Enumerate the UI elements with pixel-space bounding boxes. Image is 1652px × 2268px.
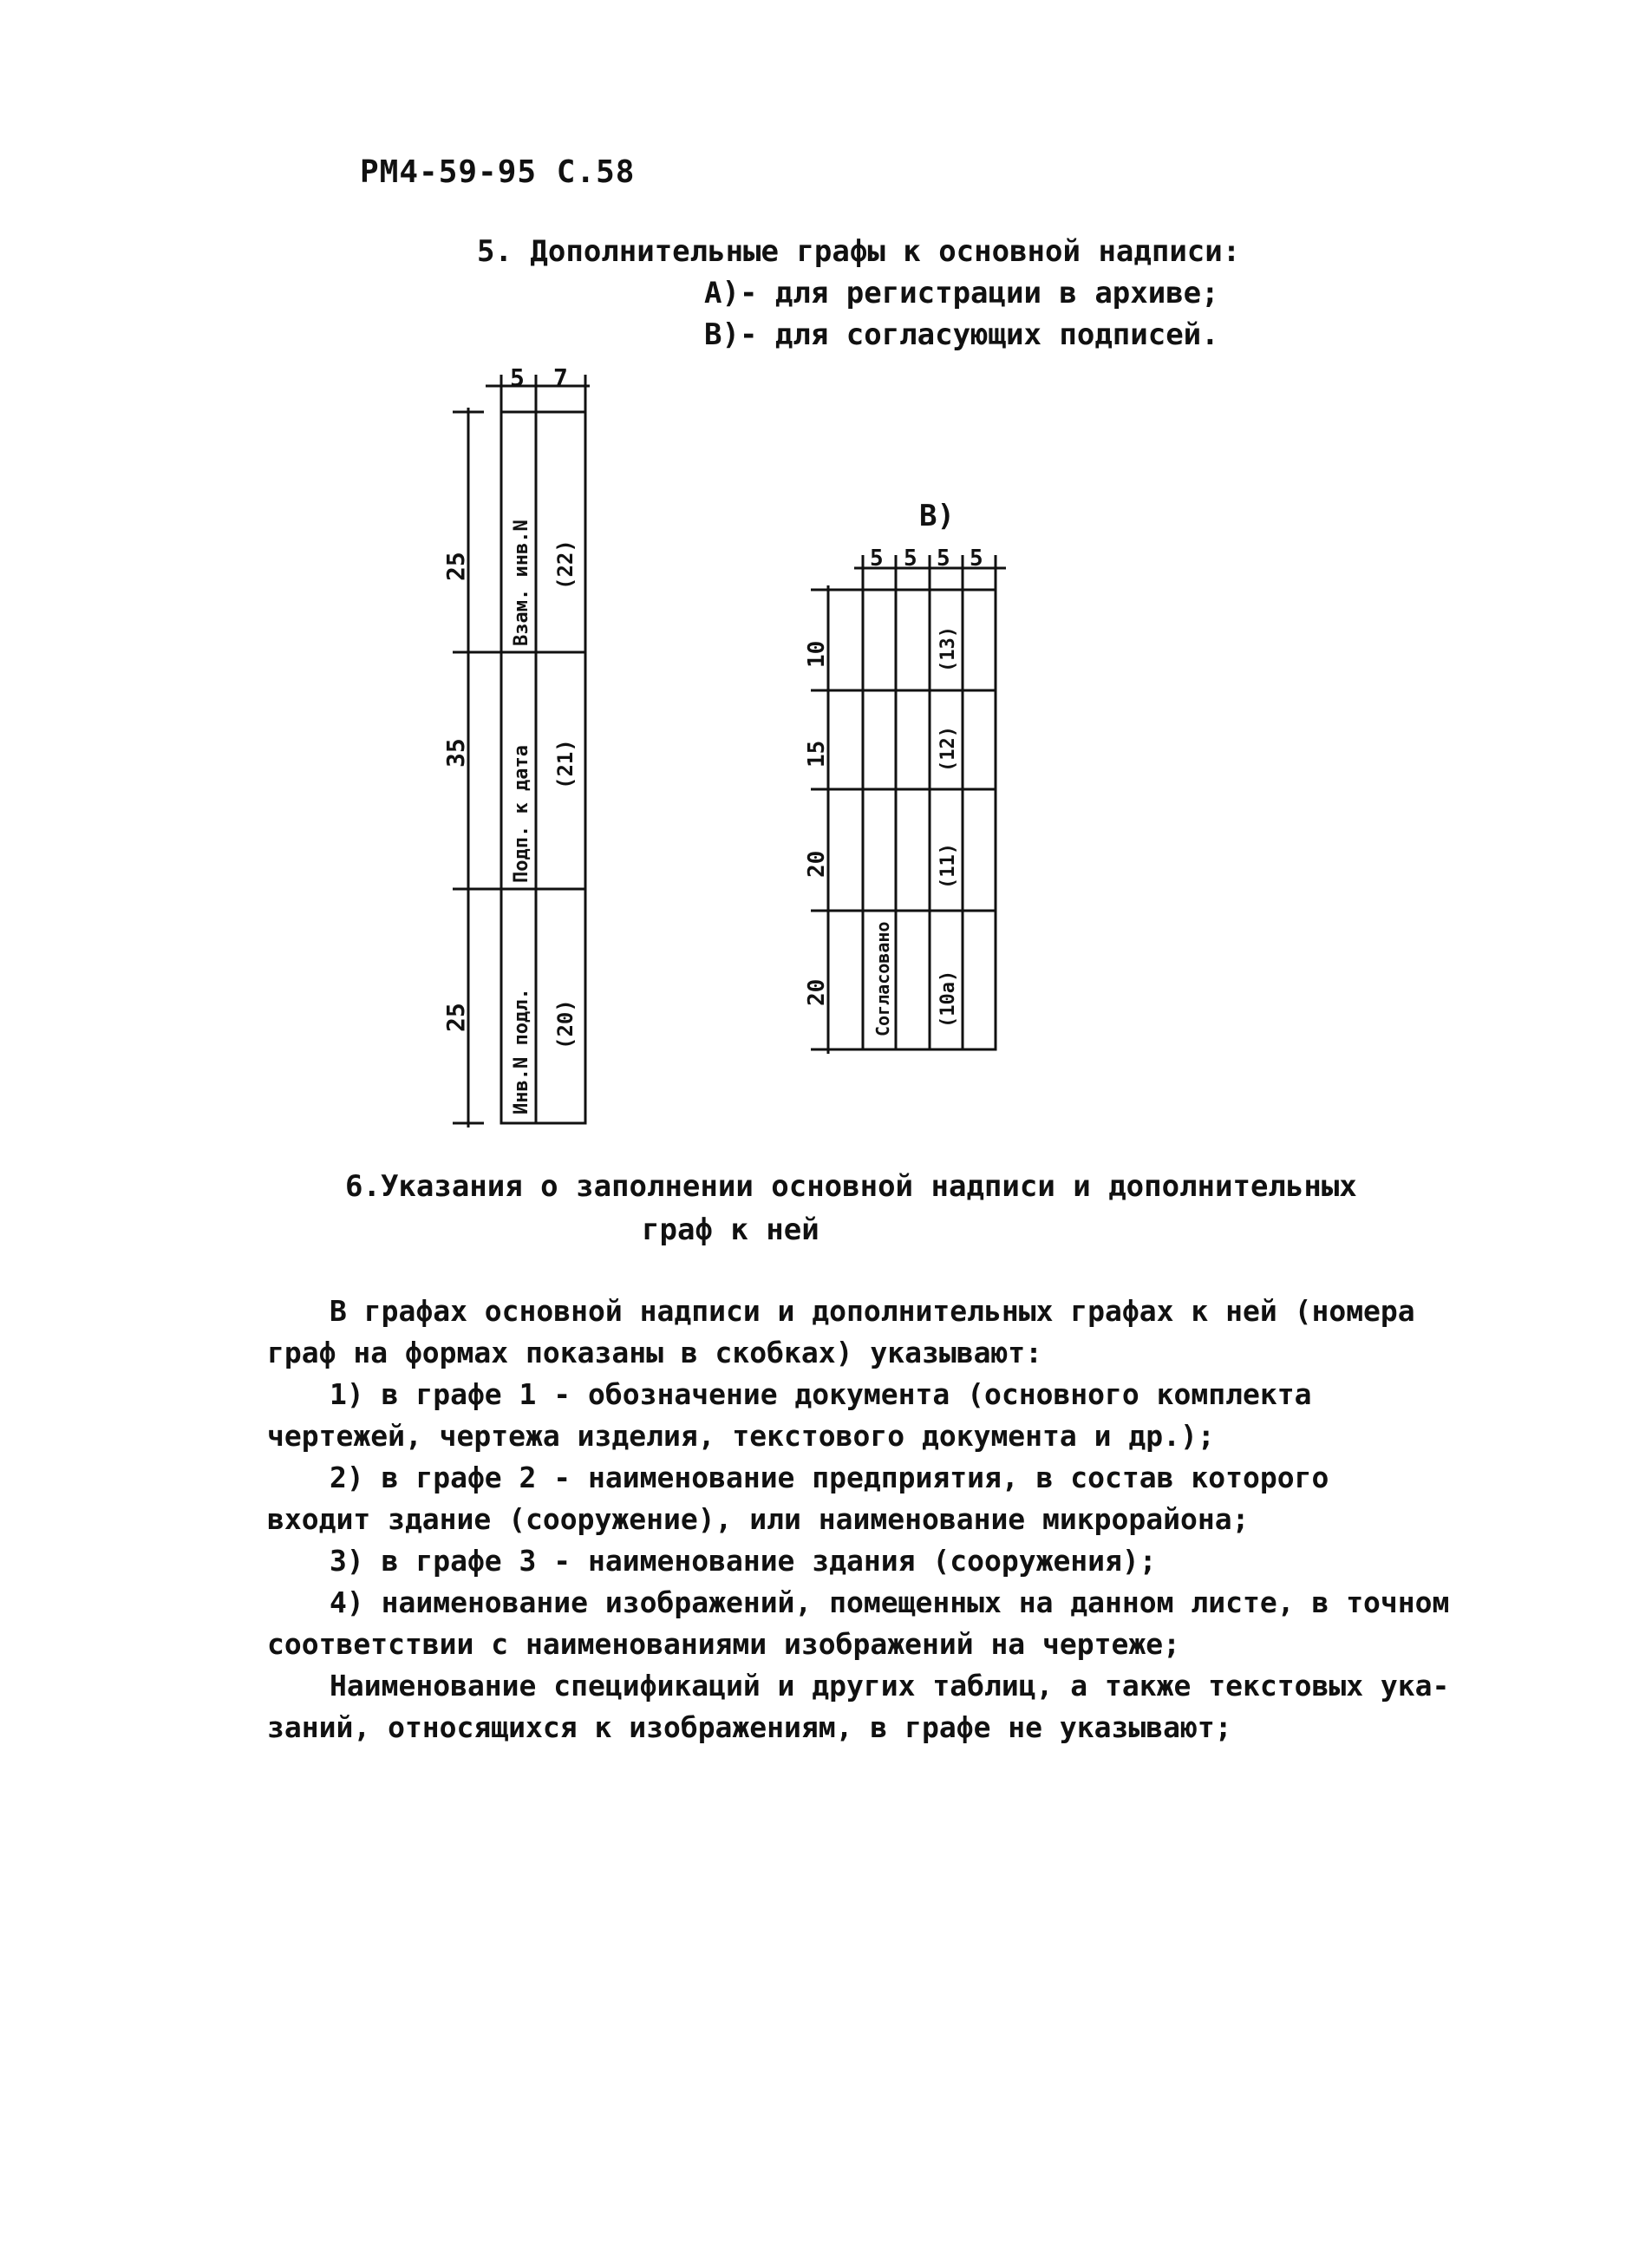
form-b-label: В): [919, 499, 955, 533]
body-item2-line1: 2) в графе 2 - наименование предприятия, в состав которого: [330, 1461, 1329, 1494]
form-a-cell-col1-1: Взам. инв.N: [511, 520, 532, 646]
page-header: РМ4-59-95 С.58: [360, 154, 636, 190]
form-b-sidedim-1: 10: [804, 640, 830, 668]
section5-item-b: В)- для согласующих подписей.: [704, 317, 1219, 352]
form-b-cell-4: (10а): [937, 970, 959, 1028]
form-b-sidedim-2: 15: [804, 740, 830, 768]
form-b-sidedim-4: 20: [804, 978, 830, 1006]
body-item1-line2: чертежей, чертежа изделия, текстового документа и др.);: [267, 1419, 1215, 1453]
form-b-cell-2: (12): [937, 726, 959, 772]
body-item4-line2: соответствии с наименованиями изображений на чертеже;: [267, 1627, 1180, 1661]
form-a-sidedim-2: 35: [441, 738, 470, 768]
section5-item-a: А)- для регистрации в архиве;: [704, 276, 1219, 310]
form-a-cell-col1-2: Подп. к дата: [511, 745, 532, 883]
form-a-cell-col2-1: (22): [553, 539, 578, 590]
form-a-cell-col2-2: (21): [553, 739, 578, 789]
form-b-sidedim-3: 20: [804, 850, 830, 878]
form-b-topdim-3: 5: [937, 546, 950, 572]
body-item3-line1: 3) в графе 3 - наименование здания (сооружения);: [330, 1544, 1157, 1578]
form-b-diagram: [780, 538, 1015, 1058]
body-item1-line1: 1) в графе 1 - обозначение документа (основного комплекта: [330, 1377, 1312, 1411]
form-b-topdim-1: 5: [870, 546, 884, 572]
form-b-cell-3: (11): [937, 843, 959, 889]
section6-title-line1: 6.Указания о заполнении основной надписи и дополнительных: [345, 1169, 1357, 1204]
form-a-diagram: [434, 364, 607, 1145]
form-a-cell-col1-3: Инв.N подл.: [511, 988, 532, 1114]
body-item5-line2: заний, относящихся к изображениям, в графе не указывают;: [267, 1710, 1232, 1744]
form-a-sidedim-1: 25: [441, 552, 470, 581]
body-item5-line1: Наименование спецификаций и других таблиц, а также текстовых ука-: [330, 1669, 1450, 1703]
form-a-topdim-2: 7: [553, 364, 568, 392]
body-p1-line1: В графах основной надписи и дополнительных графах к ней (номера: [330, 1294, 1415, 1328]
section6-title-line2: граф к ней: [642, 1212, 819, 1247]
form-b-topdim-4: 5: [970, 546, 983, 572]
form-b-col-label: Согласовано: [872, 921, 893, 1036]
form-a-topdim-1: 5: [510, 364, 525, 392]
section5-title: 5. Дополнительные графы к основной надписи:: [477, 234, 1241, 269]
body-item4-line1: 4) наименование изображений, помещенных на данном листе, в точном: [330, 1585, 1450, 1619]
form-b-cell-1: (13): [937, 626, 959, 672]
form-a-cell-col2-3: (20): [553, 999, 578, 1049]
form-b-topdim-2: 5: [904, 546, 917, 572]
body-p1-line2: граф на формах показаны в скобках) указывают:: [267, 1336, 1043, 1369]
body-item2-line2: входит здание (сооружение), или наименование микрорайона;: [267, 1502, 1250, 1536]
form-a-sidedim-3: 25: [441, 1003, 470, 1032]
